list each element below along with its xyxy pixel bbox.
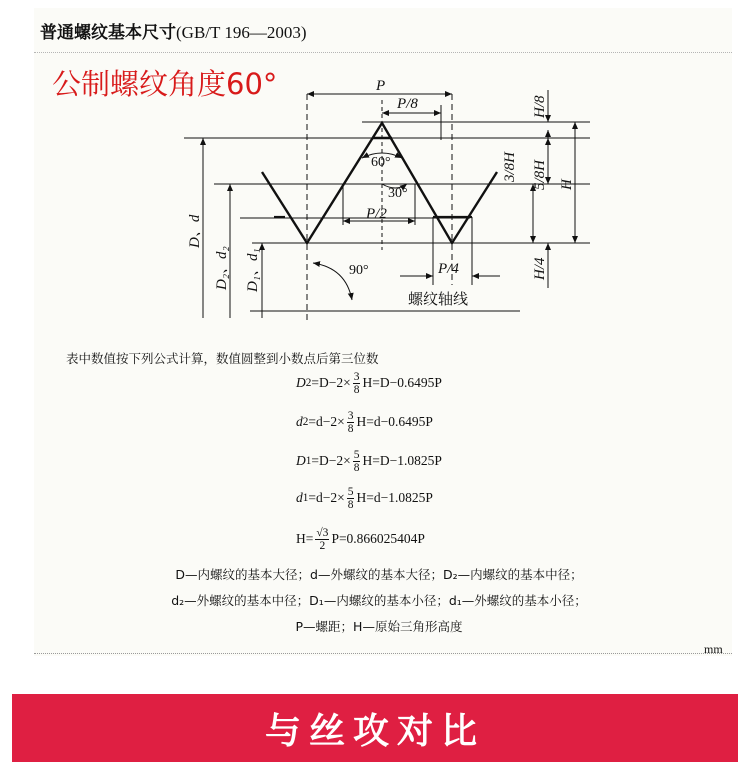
label-minor-diameter: D₁、d₁ [245,248,261,292]
legend-line-1: D—内螺纹的基本大径；d—外螺纹的基本大径；D₂—内螺纹的基本中径； [175,567,583,582]
legend-line-3: P—螺距；H—原始三角形高度 [295,619,463,634]
label-3-8h: 3/8H [502,152,518,182]
thread-profile [262,123,497,243]
label-h: H [559,179,575,190]
label-angle-30: 30° [388,186,408,201]
formula-D2: D 2 =D−2× $\frac{3}{8}$ H=D−0.6495P [296,370,442,396]
title-main: 普通螺纹基本尺寸 [40,23,176,43]
thread-angle-heading: 公制螺纹角度60° [52,67,278,101]
unit-label: mm [704,642,723,656]
label-p4: P/4 [438,261,459,277]
formula-H: H= $\frac{√3}{2}$ P=0.866025404P [296,526,425,552]
label-major-diameter: D、d [187,214,203,248]
label-thread-axis: 螺纹轴线 [408,290,469,308]
label-angle-60: 60° [371,155,391,170]
formula-d2: d 2 =d−2× $\frac{3}{8}$ H=d−0.6495P [296,409,433,435]
banner-text: 与丝攻对比 [264,710,485,752]
calculation-note: 表中数值按下列公式计算，数值圆整到小数点后第三位数 [66,351,379,366]
label-h8: H/8 [532,95,548,118]
formula-d1: d 1 =d−2× $\frac{5}{8}$ H=d−1.0825P [296,485,433,511]
label-pitch-diameter: D₂、d₂ [214,246,230,290]
title-standard: (GB/T 196—2003) [176,23,307,42]
formula-D1: D 1 =D−2× $\frac{5}{8}$ H=D−1.0825P [296,448,442,474]
legend-line-2: d₂—外螺纹的基本中径；D₁—内螺纹的基本小径；d₁—外螺纹的基本小径； [171,593,587,608]
label-5-8h: 5/8H [532,160,548,190]
label-p8: P/8 [397,96,418,112]
comparison-banner [12,694,738,762]
label-pitch: P [376,78,386,94]
label-angle-90: 90° [349,263,369,278]
bottom-divider [34,653,732,654]
label-p2: P/2 [366,206,387,222]
label-h4: H/4 [532,257,548,280]
